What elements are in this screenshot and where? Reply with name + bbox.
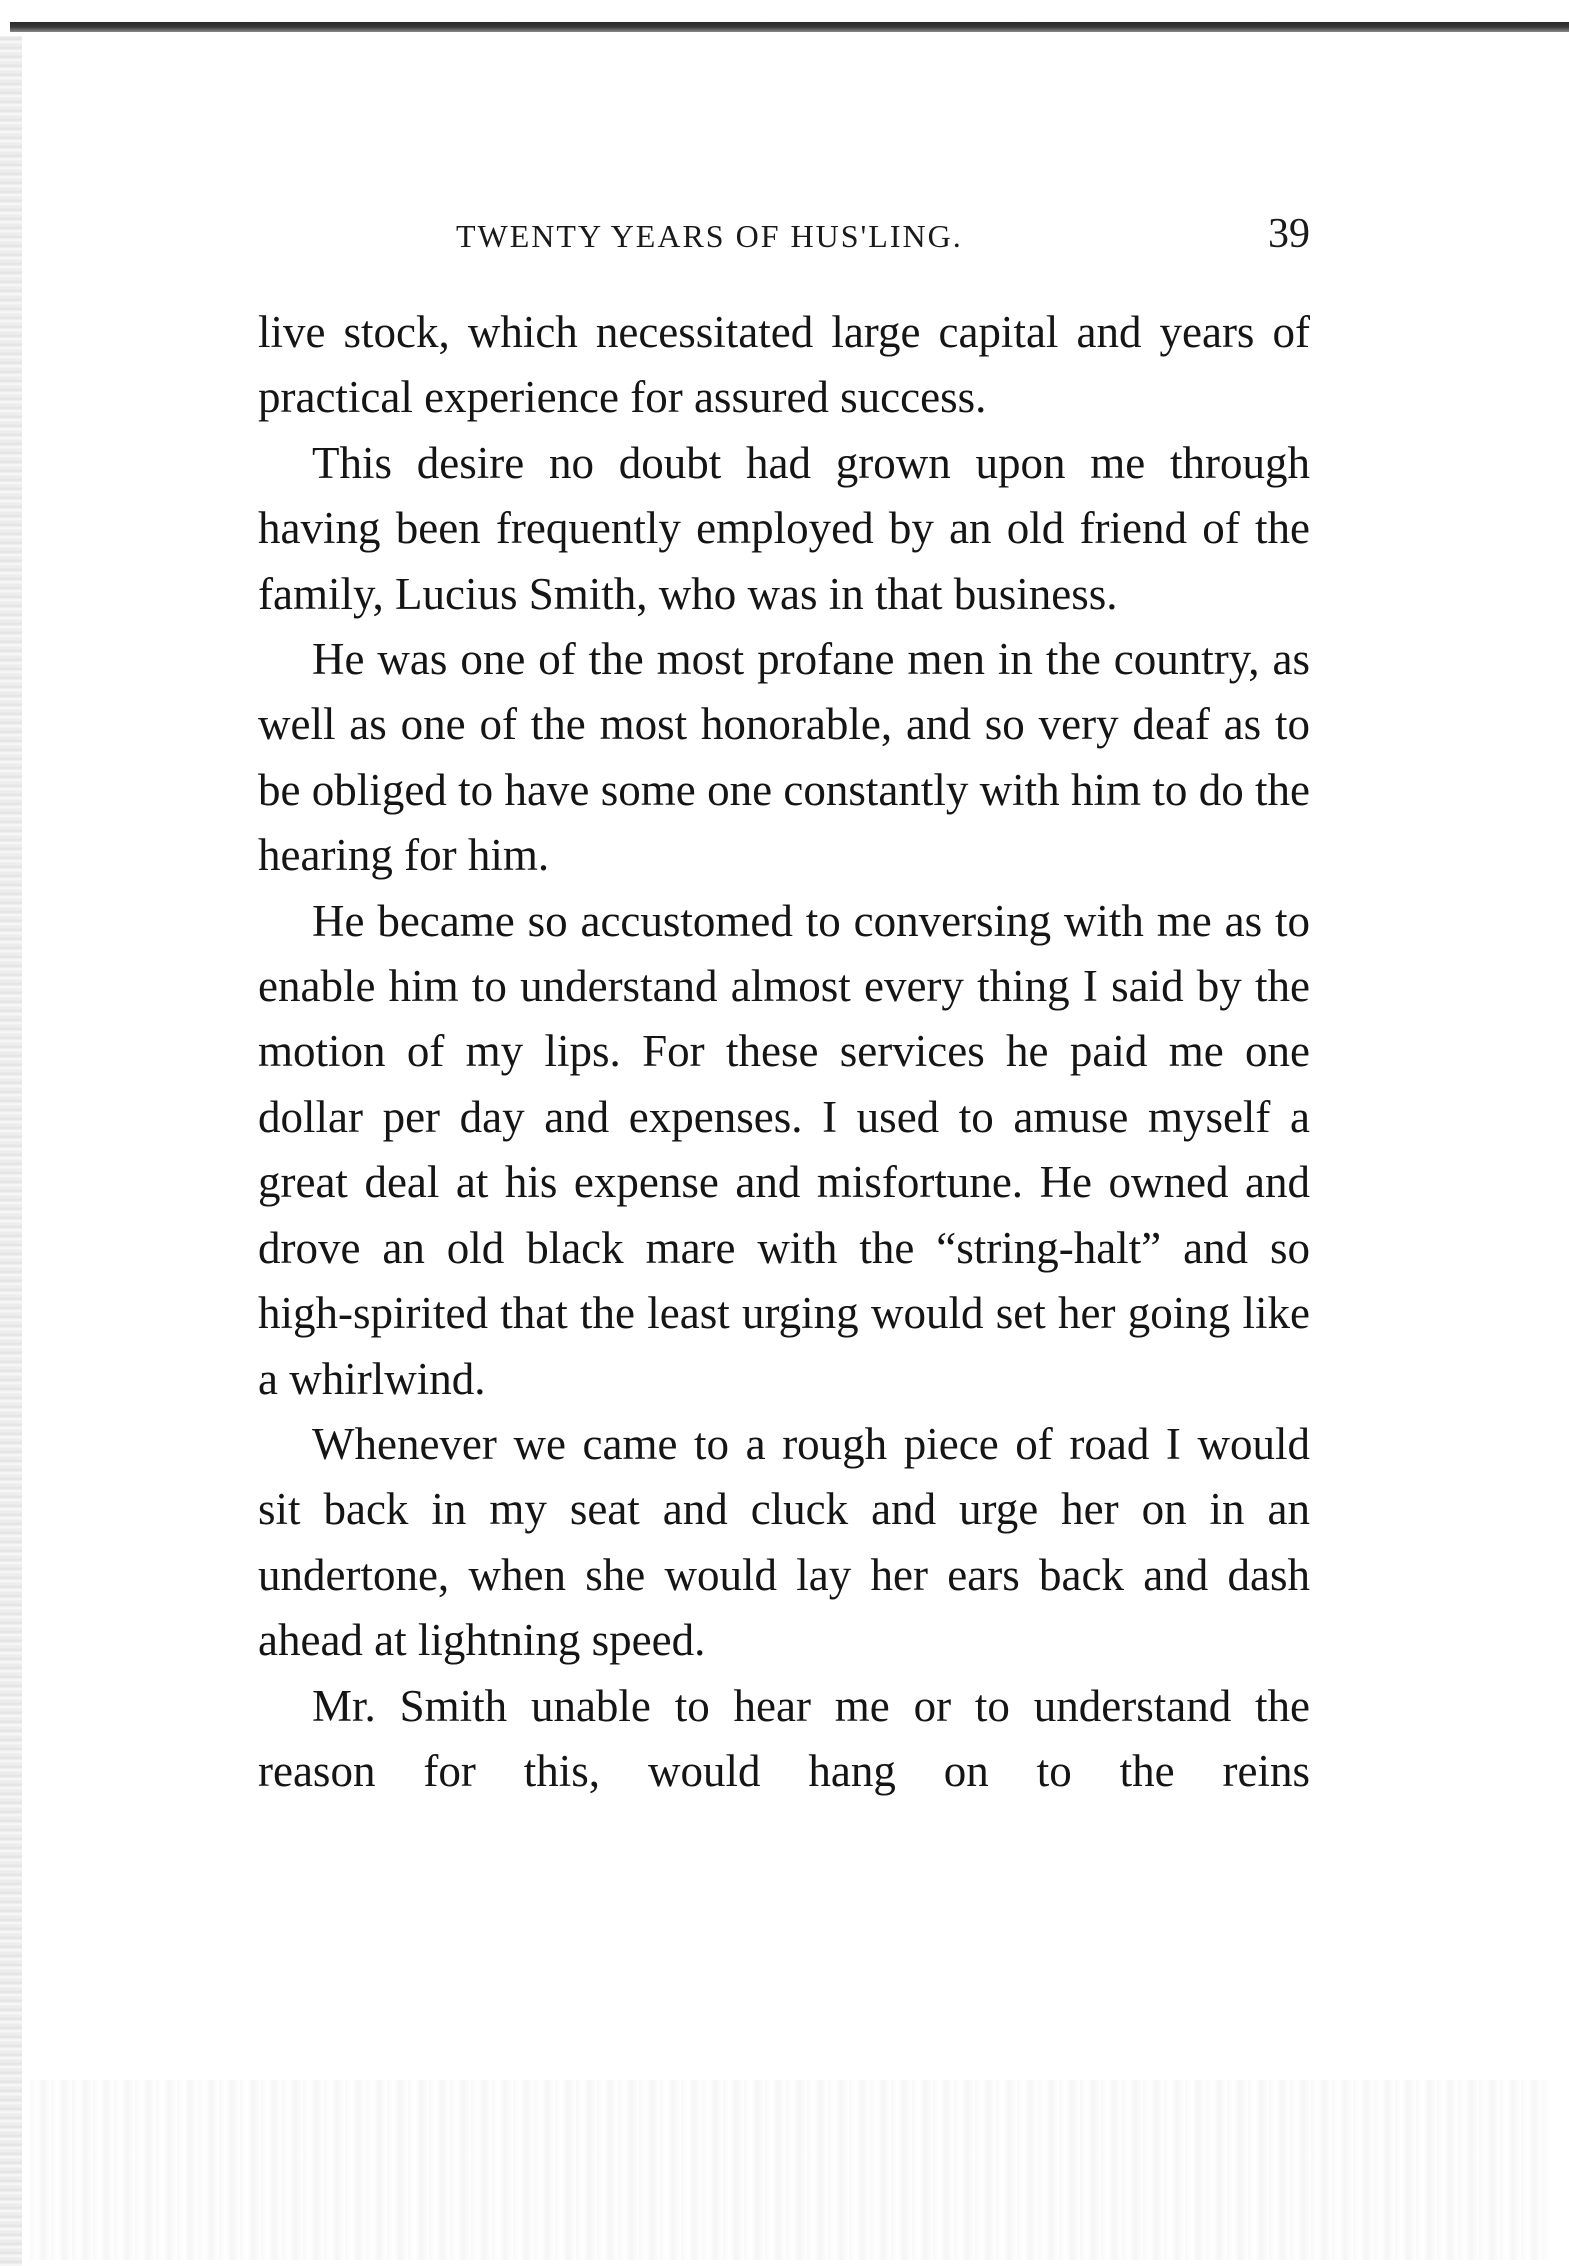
paragraph: He became so accustomed to conversing with me as to enable him to understand almost every thing I said by the motion of my lips. For these services he paid me one dollar per day and expenses. I used to amuse myself a great deal at his expense and misfortune. He owned and drove an old black mare with the “string-halt” and so high-spirited that the least urging would set her going like a whirlwind. (258, 895, 1310, 1404)
paragraph: This desire no doubt had grown upon me through having been frequently employed by an old friend of the family, Lucius Smith, who was in that business. (258, 437, 1310, 619)
paragraph: He was one of the most profane men in the country, as well as one of the most honorable, and so very deaf as to be obliged to have some one constantly with him to do the hearing for him. (258, 634, 1310, 881)
scan-left-edge (0, 36, 22, 2266)
running-title: TWENTY YEARS OF HUS'LING. (456, 218, 963, 254)
paragraph: Whenever we came to a rough piece of road I would sit back in my seat and cluck and urge her on in an undertone, when she would lay her ears back and dash ahead at lightning speed. (258, 1418, 1310, 1666)
paragraph: Mr. Smith unable to hear me or to understand the reason for this, would hang on to the reins (258, 1680, 1310, 1796)
scan-top-border (10, 22, 1569, 32)
page-number: 39 (1268, 211, 1310, 257)
running-head (258, 210, 1310, 270)
scan-bottom-noise (30, 2080, 1550, 2260)
body-text (258, 300, 1310, 1804)
paragraph: live stock, which necessitated large capital and years of practical experience for assured success. (258, 307, 1310, 423)
